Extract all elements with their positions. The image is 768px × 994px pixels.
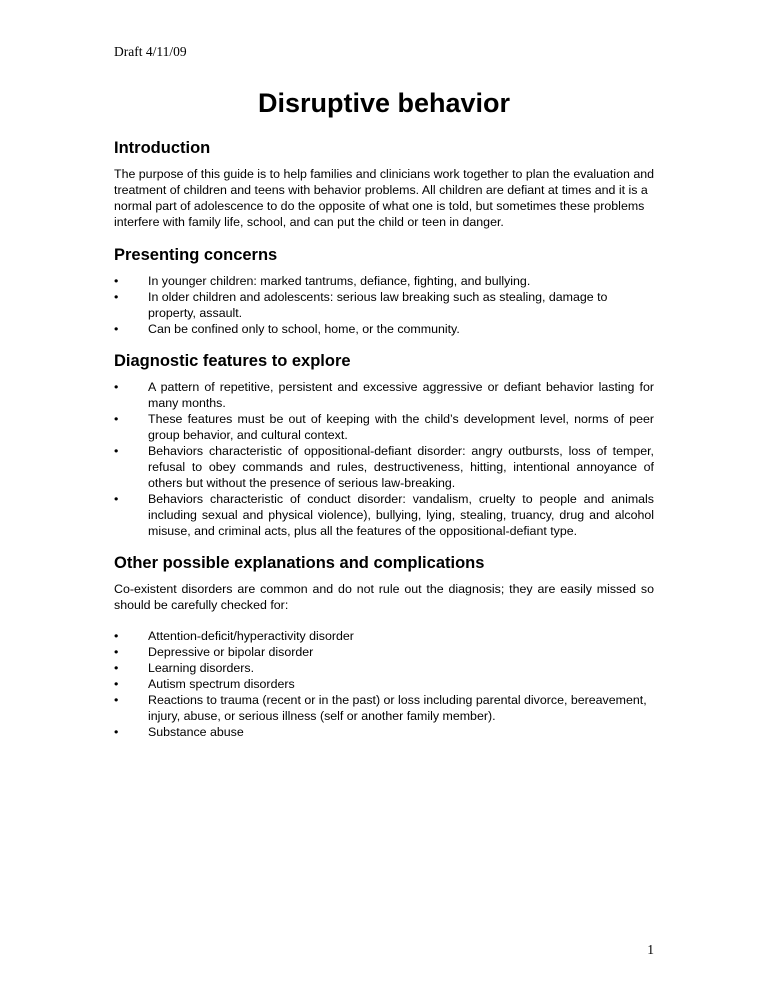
list-item: • Reactions to trauma (recent or in the past) or loss including parental divorce, bereavement, injury, abuse, or serious illness (self or another family member). [114,692,654,724]
bullet-list [114,379,654,539]
list-item: • These features must be out of keeping with the child’s development level, norms of peer group behavior, and cultural context. [114,411,654,443]
list-item: • Can be confined only to school, home, or the community. [114,321,654,337]
section-heading: Other possible explanations and complications [114,554,485,572]
list-item: • Autism spectrum disorders [114,676,654,692]
section-introduction [114,138,654,230]
section-paragraph: The purpose of this guide is to help families and clinicians work together to plan the evaluation and treatment of children and teens with behavior problems. All children are defiant at times and it is a normal part of adolescence to do the opposite of what one is told, but sometimes these problems interfere with family life, school, and can put the child or teen in danger. [114,167,655,229]
list-item: • A pattern of repetitive, persistent and excessive aggressive or defiant behavior lasting for many months. [114,379,654,411]
list-item: • In older children and adolescents: serious law breaking such as stealing, damage to property, assault. [114,289,654,321]
document-title: Disruptive behavior [257,88,511,118]
page-number: 1 [647,942,654,957]
section-diagnostic-features [114,351,654,539]
section-paragraph: Co-existent disorders are common and do not rule out the diagnosis; they are easily missed so should be carefully checked for: [114,582,654,612]
section-heading: Diagnostic features to explore [114,352,351,370]
section-other-explanations [114,553,654,740]
list-item: • Behaviors characteristic of conduct disorder: vandalism, cruelty to people and animals including sexual and physical violence), bullying, lying, stealing, truancy, drug and alcohol misuse, and criminal acts, plus all the features of the oppositional-defiant type. [114,491,654,539]
section-heading: Presenting concerns [114,246,278,264]
bullet-list [114,628,654,740]
list-item: • Depressive or bipolar disorder [114,644,654,660]
list-item: • Substance abuse [114,724,654,740]
list-item: • Learning disorders. [114,660,654,676]
list-item: • Attention-deficit/hyperactivity disorder [114,628,654,644]
list-item: • Behaviors characteristic of oppositional-defiant disorder: angry outbursts, loss of temper, refusal to obey commands and rules, destructiveness, hitting, intentional annoyance of others but without the presence of serious law-breaking. [114,443,654,491]
section-heading: Introduction [114,139,211,157]
section-presenting-concerns [114,245,654,337]
draft-date-header: Draft 4/11/09 [114,44,187,59]
document-body [114,138,654,754]
bullet-list [114,273,654,337]
list-item: • In younger children: marked tantrums, defiance, fighting, and bullying. [114,273,654,289]
